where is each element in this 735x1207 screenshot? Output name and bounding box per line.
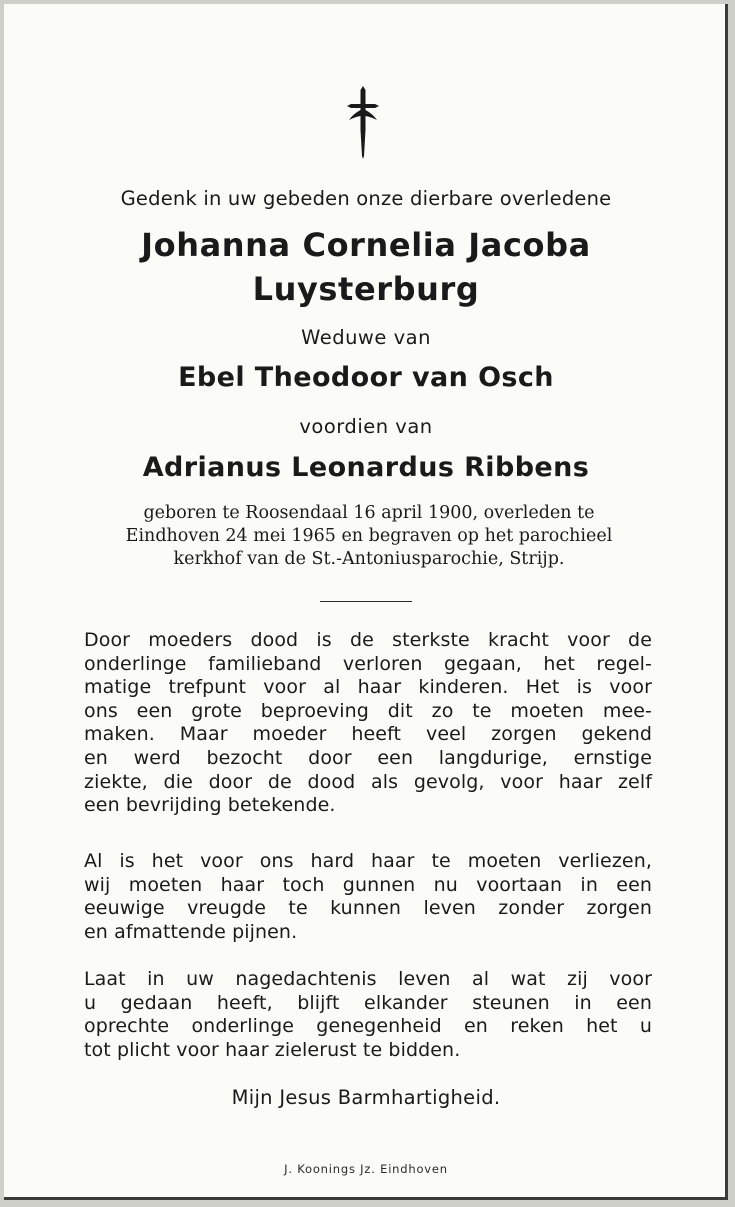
closing-prayer: Mijn Jesus Barmhartigheid.: [231, 1086, 501, 1109]
paragraph-line: matige trefpunt voor al haar kinderen. Het is voor: [84, 676, 652, 699]
bio-line: Eindhoven 24 mei 1965 en begraven op het parochieel: [125, 526, 613, 546]
cross-icon: [339, 84, 387, 160]
paragraph-line: en werd bezocht door een langdurige, ernstige: [84, 746, 652, 769]
paragraph-line: Al is het voor ons hard haar te moeten verliezen,: [84, 850, 652, 872]
paragraph-1: [84, 629, 652, 818]
intro-text: Gedenk in uw gebeden onze dierbare overledene: [120, 187, 612, 210]
paragraph-3: [84, 968, 652, 1062]
paragraph-line: Laat in uw nagedachtenis leven al wat zij voor: [84, 968, 652, 990]
bio-line: kerkhof van de St.-Antoniusparochie, Strijp.: [173, 549, 565, 569]
paragraph-line: Door moeders dood is de sterkste kracht voor de: [84, 629, 652, 651]
memorial-card: [4, 4, 728, 1200]
previously-label: voordien van: [299, 415, 433, 438]
bio-line: geboren te Roosendaal 16 april 1900, overleden te: [143, 503, 595, 523]
paragraph-line: onderlinge familieband verloren gegaan, het regel-: [84, 652, 652, 675]
paragraph-line: maken. Maar moeder heeft veel zorgen gekend: [84, 723, 652, 746]
paragraph-2: [84, 850, 652, 944]
husband-name: Ebel Theodoor van Osch: [178, 362, 554, 393]
widow-label: Weduwe van: [301, 326, 431, 349]
first-husband-name: Adrianus Leonardus Ribbens: [142, 452, 590, 483]
paragraph-line: tot plicht voor haar zielerust te bidden.: [84, 1038, 461, 1061]
paragraph-line: oprechte onderlinge genegenheid en reken het u: [84, 1015, 652, 1038]
paragraph-line: eeuwige vreugde te kunnen leven zonder zorgen: [84, 897, 652, 920]
horizontal-rule: [320, 601, 412, 602]
paragraph-line: wij moeten haar toch gunnen nu voortaan in een: [84, 873, 652, 896]
paragraph-line: u gedaan heeft, blijft elkander steunen in een: [84, 991, 652, 1014]
deceased-name-first: Johanna Cornelia Jacoba: [141, 226, 591, 264]
paragraph-line: ons een grote beproeving dit zo te moeten mee-: [84, 699, 652, 722]
paragraph-line: en afmattende pijnen.: [84, 920, 298, 943]
paragraph-line: ziekte, die door de dood als gevolg, voor haar zelf: [84, 770, 652, 793]
printer-credit: J. Koonings Jz. Eindhoven: [284, 1162, 448, 1176]
biography: [84, 502, 654, 571]
paragraph-line: een bevrijding betekende.: [84, 794, 336, 817]
deceased-name-last: Luysterburg: [252, 270, 480, 308]
